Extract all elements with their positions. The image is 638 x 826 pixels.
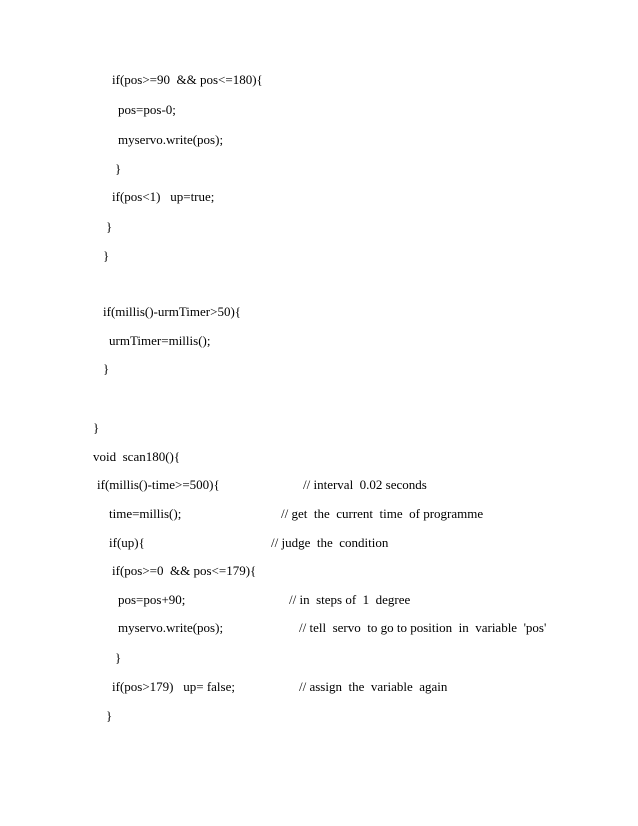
code-line: }	[106, 219, 113, 234]
code-line: if(pos>179) up= false;	[112, 679, 235, 694]
code-line: pos=pos+90;	[118, 592, 186, 607]
code-comment: // in steps of 1 degree	[289, 592, 411, 607]
code-line: }	[115, 650, 122, 665]
code-line: }	[115, 161, 122, 176]
code-line: if(millis()-time>=500){	[97, 477, 220, 492]
code-line: if(pos>=0 && pos<=179){	[112, 563, 257, 578]
code-line: if(millis()-urmTimer>50){	[103, 304, 242, 319]
code-line: if(pos<1) up=true;	[112, 189, 215, 204]
code-line: void scan180(){	[93, 449, 181, 464]
code-line: myservo.write(pos);	[118, 132, 224, 147]
code-line: if(pos>=90 && pos<=180){	[112, 72, 263, 87]
code-comment: // get the current time of programme	[281, 506, 484, 521]
code-line: time=millis();	[109, 506, 182, 521]
code-line: myservo.write(pos);	[118, 620, 224, 635]
code-comment: // tell servo to go to position in variable 'pos'	[299, 620, 547, 635]
code-line: }	[93, 420, 100, 435]
code-line: urmTimer=millis();	[109, 333, 211, 348]
code-line: pos=pos-0;	[118, 102, 176, 117]
code-comment: // judge the condition	[271, 535, 389, 550]
code-comment: // interval 0.02 seconds	[303, 477, 427, 492]
code-line: }	[103, 361, 110, 376]
code-line: }	[103, 248, 110, 263]
code-line: }	[106, 708, 113, 723]
code-line: if(up){	[109, 535, 145, 550]
code-comment: // assign the variable again	[299, 679, 448, 694]
